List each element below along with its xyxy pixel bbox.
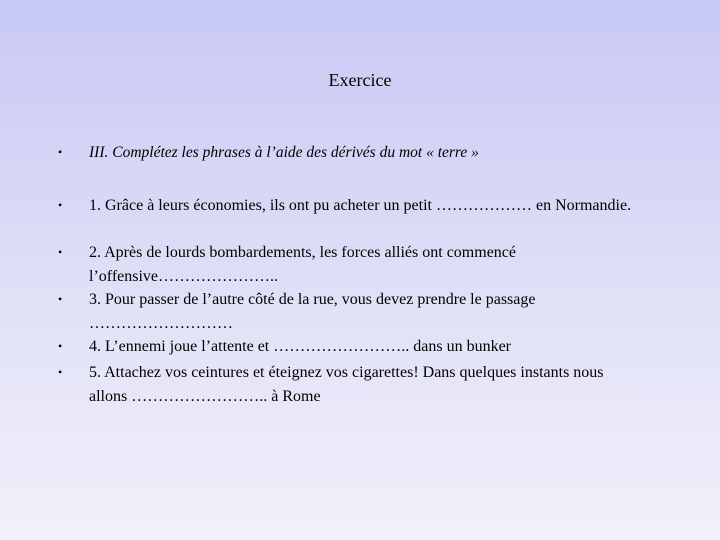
bullet-icon: •	[58, 245, 63, 259]
bullet-icon: •	[58, 365, 63, 379]
bullet-icon: •	[58, 339, 63, 353]
exercise-item-1	[58, 194, 658, 218]
exercise-text-1: 1. Grâce à leurs économies, ils ont pu acheter un petit ……………… en Normandie.	[89, 197, 632, 214]
bullet-icon: •	[58, 292, 63, 306]
exercise-item-5	[58, 361, 658, 408]
exercise-item-4	[58, 335, 658, 359]
exercise-text-4: 4. L’ennemi joue l’attente et …………………….. dans un bunker	[89, 338, 511, 355]
bullet-icon: •	[58, 198, 63, 212]
exercise-item-2	[58, 241, 658, 288]
exercise-text-5: 5. Attachez vos ceintures et éteignez vos cigarettes! Dans quelques instants nous allons …………………….. à Rome	[89, 364, 604, 405]
exercise-text-3: 3. Pour passer de l’autre côté de la rue, vous devez prendre le passage ………………………	[89, 291, 536, 332]
exercise-text-2: 2. Après de lourds bombardements, les forces alliés ont commencé l’offensive…………………..	[89, 244, 516, 285]
instruction-text: III. Complétez les phrases à l’aide des dérivés du mot « terre »	[89, 144, 479, 161]
bullet-icon: •	[58, 145, 63, 159]
instruction-item	[58, 141, 658, 165]
slide-title: Exercice	[328, 70, 392, 90]
exercise-item-3	[58, 288, 658, 335]
